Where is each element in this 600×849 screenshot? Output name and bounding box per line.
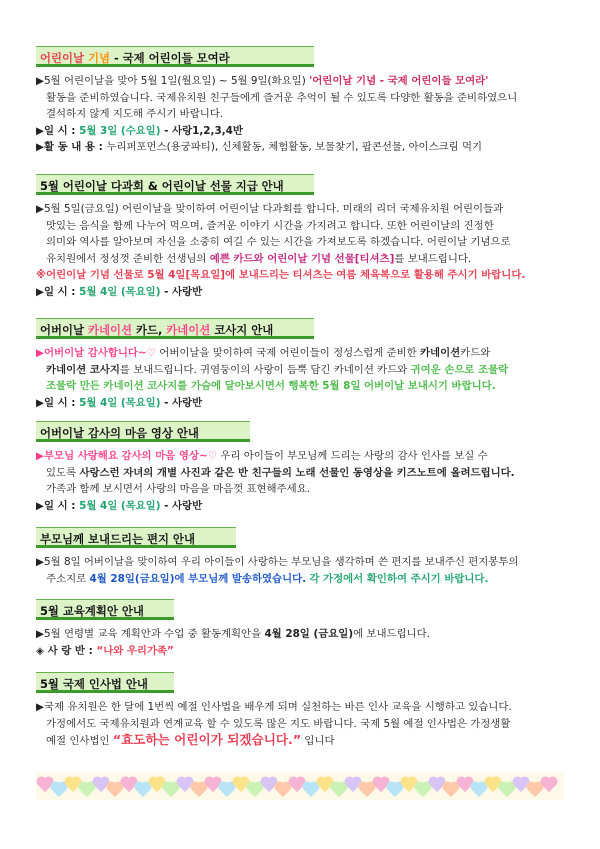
header-part: 어린이날 [40,51,85,65]
paragraph-line: 맛있는 음식을 함께 나누어 먹으며, 즐거운 이야기 시간을 가지려고 합니다. 또한 어린이날의 진정한 [46,219,494,232]
section-letters [36,527,566,587]
section-gratitude-video [36,421,566,514]
header-part: 기념 [87,51,110,65]
section-header: 5월 교육계획안 안내 [36,599,174,620]
heart-icon [248,783,262,797]
section-greeting [36,672,566,750]
heart-icon [444,783,458,797]
date-line: ▶일 시 : 5월 4일 (목요일) - 사랑반 [36,499,203,512]
section-header: 어버이날 감사의 마음 영상 안내 [36,421,250,442]
section-header [36,46,314,67]
paragraph-line: ▶국제 유치원은 한 달에 1번씩 예절 인사법을 배우게 되며 실천하는 바른 인사 교육을 시행하고 있습니다. [36,701,512,713]
paragraph-line: 결석하지 않게 지도해 주시기 바랍니다. [46,108,224,120]
date-line: ▶일 시 : 5월 3일 (수요일) - 사랑1,2,3,4반 [36,124,243,137]
section-parents-day-cards [36,318,566,411]
section-childrens-day [36,46,566,156]
heart-icon [360,783,374,797]
heart-icon [542,778,556,792]
paragraph-line: 조물락 만든 카네이션 코사지를 가슴에 달아보시면서 행복한 5월 8일 어버이날 보내시기 바랍니다. [46,380,496,392]
heart-icon [80,783,94,797]
paragraph-line: ▶5월 5일(금요일) 어린이날을 맞이하여 어린이날 다과회를 합니다. 미래의 리더 국제유치원 어린이들과 [36,203,504,215]
heart-icon [276,783,290,797]
activity-line: ▶활 동 내 용 : 누리퍼포먼스(용궁파티), 신체활동, 체험활동, 보물찾기, 팝콘선물, 아이스크림 먹기 [36,141,483,153]
paragraph-line: 카네이션 코사지를 보내드립니다. 귀염둥이의 사랑이 듬뿍 담긴 카네이션 카드와 귀여운 손으로 조물락 [46,363,509,376]
paragraph-line: 주소지로 4월 28일(금요일)에 부모님께 발송하였습니다. 각 가정에서 확인하여 주시기 바랍니다. [46,572,489,585]
paragraph-line: ▶5월 연령별 교육 계획안과 수업 중 활동계획안을 4월 28일 (금요일)에 보내드립니다. [36,628,430,640]
paragraph-line: 예절 인사법인 “효도하는 어린이가 되겠습니다.” 입니다 [46,732,335,747]
theme-line: ◈ 사 랑 반 : “나와 우리가족” [36,644,174,657]
paragraph-line: 있도록 사랑스런 자녀의 개별 사진과 같은 반 친구들의 노래 선물인 동영상을 키즈노트에 올려드립니다. [46,466,515,479]
heart-icon [52,783,66,797]
heart-icon [220,783,234,797]
paragraph-line: 의미와 역사를 알아보며 자신을 소중히 여길 수 있는 시간을 가져보도록 하겠습니다. 어린이날 기념으로 [46,236,511,248]
heart-icon [388,783,402,797]
notice-line: ※어린이날 기념 선물로 5월 4일[목요일]에 보내드리는 티셔츠는 여름 체육복으로 활용해 주시기 바랍니다. [36,269,526,281]
heart-icon [500,783,514,797]
heart-icon [416,783,430,797]
paragraph-line: 유치원에서 정성껏 준비한 선생님의 예쁜 카드와 어린이날 기념 선물[티셔츠]를 보내드립니다. [46,252,472,265]
heart-icon [304,783,318,797]
section-header: 부모님께 보내드리는 편지 안내 [36,527,236,548]
heart-icon [192,783,206,797]
heart-icon [164,783,178,797]
date-line: ▶일 시 : 5월 4일 (목요일) - 사랑반 [36,396,203,409]
heart-icon [332,783,346,797]
heart-icon [108,783,122,797]
date-line: ▶일 시 : 5월 4일 (목요일) - 사랑반 [36,285,203,298]
paragraph-line: ▶부모님 사랑해요 감사의 마음 영상~♡ 우리 아이들이 부모님께 드리는 사랑의 감사 인사를 보실 수 [36,450,488,462]
paragraph-line: 가족과 함께 보시면서 사랑의 마음을 마음껏 표현해주세요. [46,483,311,495]
heart-icon [528,783,542,797]
section-header: 어버이날 카네이션 카드, 카네이션 코사지 안내 [36,318,314,339]
paragraph-line: ▶어버이날 감사합니다~♡ 어버이날을 맞이하여 국제 어린이들이 정성스럽게 준비한 카네이션카드와 [36,347,491,359]
header-part: - 국제 어린이들 모여라 [113,51,230,65]
heart-border-decoration [36,772,564,800]
paragraph-line: 활동을 준비하였습니다. 국제유치원 친구들에게 즐거운 추억이 될 수 있도록 다양한 활동을 준비하였으니 [46,91,518,104]
paragraph-line: 가정에서도 국제유치원과 연계교육 할 수 있도록 많은 지도 바랍니다. 국제 5월 예절 인사법은 가정생활 [46,717,511,730]
heart-icon [472,783,486,797]
paragraph-line: ▶5월 8일 어버이날을 맞이하여 우리 아이들이 사랑하는 부모님을 생각하며 쓴 편지를 보내주신 편지봉투의 [36,556,519,568]
paragraph-line: ▶5월 어린이날을 맞아 5월 1일(월요일) ~ 5월 9일(화요일) '어린이날 기념 - 국제 어린이들 모여라' [36,75,489,87]
section-tea-party [36,174,566,300]
heart-icon [136,783,150,797]
section-header: 5월 국제 인사법 안내 [36,672,174,693]
section-header: 5월 어린이날 다과회 & 어린이날 선물 지급 안내 [36,174,314,195]
section-monthly-plan [36,599,566,659]
